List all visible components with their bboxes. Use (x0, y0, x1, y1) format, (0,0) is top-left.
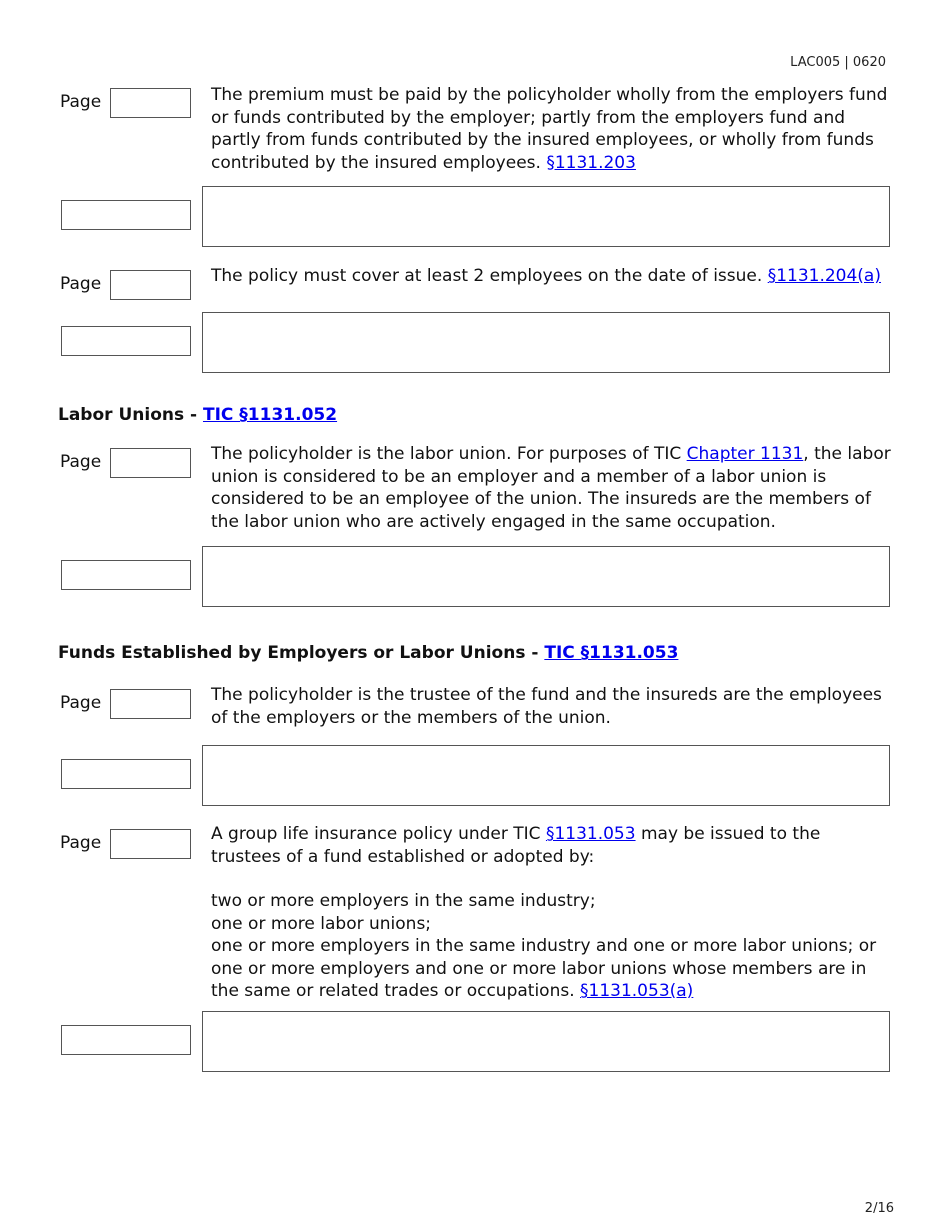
requirement-text (211, 684, 893, 729)
requirement-body: The premium must be paid by the policyholder wholly from the employers fund or funds contributed by the employer; partly from the employers fund and partly from funds contributed by the insured employees, or wholly from funds contributed by the insured employees. (211, 85, 888, 173)
list-item: one or more employers and one or more labor unions whose members are in the same or related trades or occupations. (211, 958, 867, 1001)
reference-input[interactable] (61, 759, 191, 789)
statute-link[interactable]: §1131.053 (545, 824, 636, 844)
page-number-input[interactable] (110, 270, 191, 300)
statute-link[interactable]: §1131.204(a) (767, 266, 881, 286)
section-heading (58, 643, 678, 663)
list-item: two or more employers in the same industry; (211, 891, 596, 911)
statute-link[interactable]: §1131.053(a) (580, 981, 694, 1001)
list-item: one or more employers in the same industry and one or more labor unions; or (211, 936, 877, 956)
page-label: Page (60, 274, 102, 294)
page-number: 2/16 (864, 1201, 894, 1216)
comment-box[interactable] (202, 745, 890, 806)
page-label: Page (60, 833, 102, 853)
chapter-link[interactable]: Chapter 1131 (686, 444, 804, 464)
comment-box[interactable] (202, 312, 890, 373)
list-item: one or more labor unions; (211, 913, 432, 934)
page-number-input[interactable] (110, 448, 191, 478)
requirement-text (211, 823, 893, 1003)
page-label: Page (60, 693, 102, 713)
form-code: LAC005 | 0620 (790, 55, 886, 70)
requirement-body-cont: , the labor union is considered to be an employer and a member of a labor union is considered to be an employee of the union. The insureds are the members of the labor union who are actively engaged in the same occupation. (211, 444, 891, 532)
statute-link[interactable]: §1131.203 (546, 152, 636, 173)
page-number-input[interactable] (110, 829, 191, 859)
comment-box[interactable] (202, 186, 890, 247)
section-heading-link[interactable]: TIC §1131.053 (544, 643, 679, 663)
section-heading-text: Labor Unions - (58, 405, 203, 425)
reference-input[interactable] (61, 1025, 191, 1055)
section-heading-link[interactable]: TIC §1131.052 (202, 405, 338, 425)
requirement-text (211, 265, 893, 288)
comment-box[interactable] (202, 1011, 890, 1072)
requirement-body: The policyholder is the trustee of the fund and the insureds are the employees of the employers or the members of the union. (211, 685, 882, 728)
requirement-text (211, 84, 893, 174)
page-number-input[interactable] (110, 88, 191, 118)
page-number-input[interactable] (110, 689, 191, 719)
requirement-text (211, 443, 893, 533)
reference-input[interactable] (61, 560, 191, 590)
requirement-body: The policyholder is the labor union. For purposes of TIC (211, 444, 687, 464)
requirement-body-cont: may be issued to the trustees of a fund established or adopted by: (211, 824, 821, 867)
requirement-body: The policy must cover at least 2 employees on the date of issue. (211, 266, 768, 286)
page-label: Page (60, 452, 102, 472)
page-label: Page (60, 92, 102, 112)
section-heading-text: Funds Established by Employers or Labor Unions - (58, 643, 545, 663)
reference-input[interactable] (61, 326, 191, 356)
requirement-body: A group life insurance policy under TIC (211, 824, 546, 844)
section-heading (58, 405, 337, 425)
reference-input[interactable] (61, 200, 191, 230)
comment-box[interactable] (202, 546, 890, 607)
